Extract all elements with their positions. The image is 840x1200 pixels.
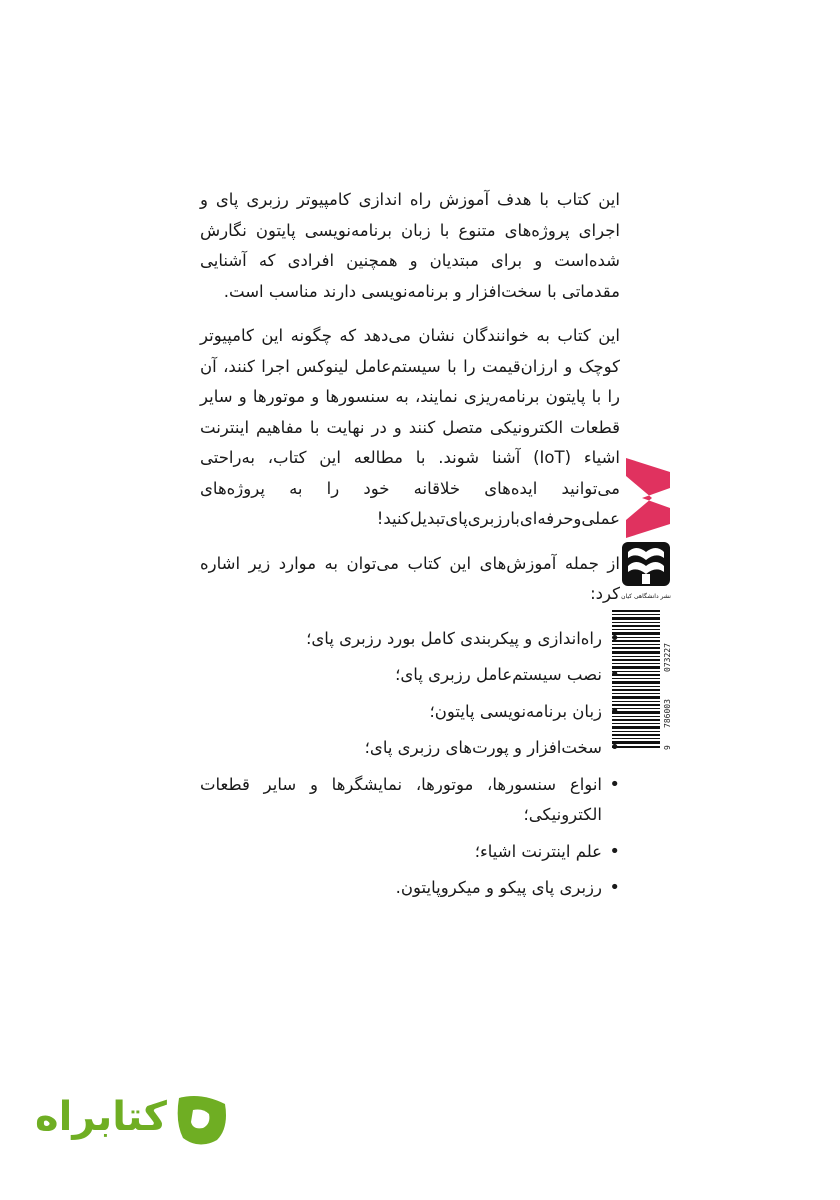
chevron-accent-icon <box>626 458 670 538</box>
intro-paragraph-2: این کتاب به خوانندگان نشان می‌دهد که چگونه این کامپیوتر کوچک و ارزان‌قیمت را با سیستم‌عامل لینوکس اجرا کنند، آن را با پایتون برنامه‌ریزی نمایند، به سنسورها و موتورها و سایر قطعات الکترونیکی متصل کنند و در نهایت با مفاهیم اینترنت اشیاء (IoT) آشنا شوند. با مطالعه این کتاب، به‌راحتی می‌توانید ایده‌های خلاقانه خود را به پروژه‌های عملی‌وحرفه‌ای‌بارزبری‌پای‌تبدیل‌کنید! <box>200 326 620 528</box>
barcode-digits-1: 9 <box>663 745 672 750</box>
intro-paragraph-3: از جمله آموزش‌های این کتاب می‌توان به موارد زیر اشاره کرد: <box>200 553 620 603</box>
publisher-logo-icon <box>618 540 674 604</box>
list-item: • زبان برنامه‌نویسی پایتون؛ <box>200 697 620 728</box>
list-item: • نصب سیستم‌عامل رزبری پای؛ <box>200 660 620 691</box>
list-item: • رزبری پای پیکو و میکروپایتون. <box>200 873 620 904</box>
barcode-digits-2: 786003 <box>663 699 672 728</box>
brand-name: کتابراه <box>35 1094 167 1140</box>
list-item: • راه‌اندازی و پیکربندی کامل بورد رزبری پای؛ <box>200 624 620 655</box>
list-item: • علم اینترنت اشیاء؛ <box>200 837 620 868</box>
barcode-digits-3: 073227 <box>663 643 672 672</box>
intro-paragraph-1: این کتاب با هدف آموزش راه اندازی کامپیوتر رزبری پای و اجرای پروژه‌های متنوع با زبان برنامه‌نویسی پایتون نگارش شده‌است و برای مبتدیان و همچنین افرادی که آشنایی مقدماتی با سخت‌افزار و برنامه‌نویسی دارند مناسب است. <box>200 190 620 301</box>
brand-leaf-icon <box>173 1088 231 1146</box>
back-cover-text <box>200 185 620 910</box>
topics-list <box>200 624 620 904</box>
list-item: • سخت‌افزار و پورت‌های رزبری پای؛ <box>200 733 620 764</box>
list-item: • انواع سنسورها، موتورها، نمایشگرها و سایر قطعات الکترونیکی؛ <box>200 770 620 831</box>
isbn-barcode <box>612 610 674 750</box>
brand-logo <box>35 1088 231 1146</box>
publisher-caption: نشر دانشگاهی کیان <box>621 593 671 600</box>
